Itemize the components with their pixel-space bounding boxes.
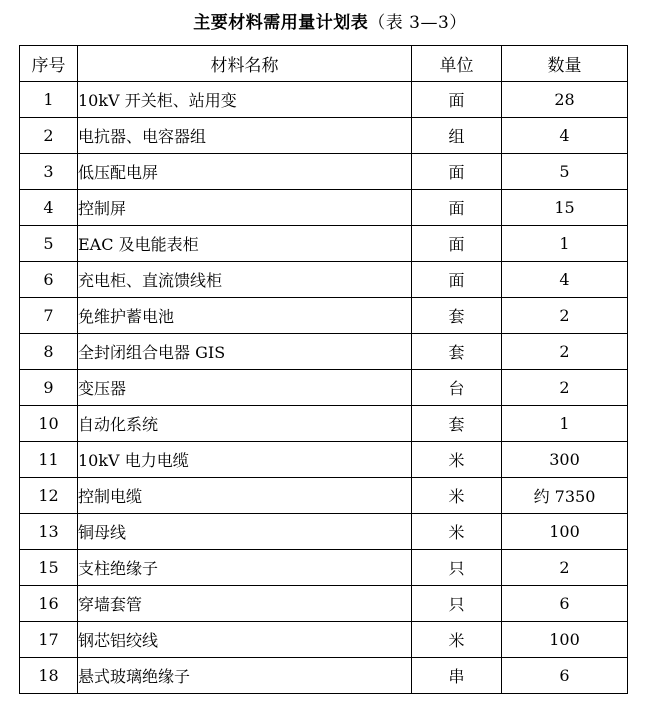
row-no: 1 (20, 82, 78, 118)
table-row (20, 550, 628, 586)
header-unit: 单位 (412, 46, 502, 82)
row-name: 穿墙套管 (78, 586, 412, 622)
row-no: 3 (20, 154, 78, 190)
table-row (20, 406, 628, 442)
row-no: 9 (20, 370, 78, 406)
row-name: 支柱绝缘子 (78, 550, 412, 586)
table-row (20, 622, 628, 658)
row-name: 电抗器、电容器组 (78, 118, 412, 154)
row-no: 10 (20, 406, 78, 442)
row-no: 2 (20, 118, 78, 154)
row-qty: 5 (502, 154, 628, 190)
row-name: 钢芯铝绞线 (78, 622, 412, 658)
row-name: EAC 及电能表柜 (78, 226, 412, 262)
table-row (20, 370, 628, 406)
table-row (20, 442, 628, 478)
row-name: 10kV 开关柜、站用变 (78, 82, 412, 118)
row-qty: 1 (502, 226, 628, 262)
row-qty: 15 (502, 190, 628, 226)
row-qty: 2 (502, 298, 628, 334)
row-no: 15 (20, 550, 78, 586)
row-unit: 面 (412, 154, 502, 190)
row-unit: 只 (412, 550, 502, 586)
table-row (20, 586, 628, 622)
table-row (20, 118, 628, 154)
row-name: 变压器 (78, 370, 412, 406)
row-name: 10kV 电力电缆 (78, 442, 412, 478)
row-unit: 米 (412, 442, 502, 478)
row-unit: 面 (412, 226, 502, 262)
row-qty: 约 7350 (502, 478, 628, 514)
row-unit: 组 (412, 118, 502, 154)
table-title-main: 主要材料需用量计划表 (193, 13, 369, 33)
table-row (20, 658, 628, 694)
header-no: 序号 (20, 46, 78, 82)
table-row (20, 190, 628, 226)
row-unit: 米 (412, 622, 502, 658)
row-name: 铜母线 (78, 514, 412, 550)
row-name: 充电柜、直流馈线柜 (78, 262, 412, 298)
row-qty: 2 (502, 370, 628, 406)
row-name: 控制电缆 (78, 478, 412, 514)
row-name: 低压配电屏 (78, 154, 412, 190)
row-name: 免维护蓄电池 (78, 298, 412, 334)
row-qty: 300 (502, 442, 628, 478)
row-qty: 1 (502, 406, 628, 442)
row-no: 17 (20, 622, 78, 658)
table-row (20, 514, 628, 550)
header-qty: 数量 (502, 46, 628, 82)
table-row (20, 226, 628, 262)
row-no: 5 (20, 226, 78, 262)
row-unit: 套 (412, 298, 502, 334)
row-unit: 面 (412, 190, 502, 226)
row-unit: 米 (412, 478, 502, 514)
table-row (20, 82, 628, 118)
row-no: 8 (20, 334, 78, 370)
table-row (20, 478, 628, 514)
row-qty: 100 (502, 622, 628, 658)
table-title (0, 8, 660, 33)
row-qty: 6 (502, 586, 628, 622)
table-row (20, 154, 628, 190)
row-name: 全封闭组合电器 GIS (78, 334, 412, 370)
row-unit: 只 (412, 586, 502, 622)
row-no: 12 (20, 478, 78, 514)
row-no: 11 (20, 442, 78, 478)
row-qty: 4 (502, 118, 628, 154)
header-name: 材料名称 (78, 46, 412, 82)
row-unit: 台 (412, 370, 502, 406)
row-name: 控制屏 (78, 190, 412, 226)
row-qty: 2 (502, 550, 628, 586)
table-row (20, 262, 628, 298)
row-name: 自动化系统 (78, 406, 412, 442)
row-no: 13 (20, 514, 78, 550)
row-unit: 套 (412, 334, 502, 370)
row-no: 6 (20, 262, 78, 298)
table-row (20, 298, 628, 334)
header-row (20, 46, 628, 82)
materials-table (19, 45, 628, 694)
row-unit: 串 (412, 658, 502, 694)
row-no: 18 (20, 658, 78, 694)
row-no: 16 (20, 586, 78, 622)
row-unit: 面 (412, 262, 502, 298)
row-qty: 2 (502, 334, 628, 370)
row-qty: 100 (502, 514, 628, 550)
row-unit: 米 (412, 514, 502, 550)
table-title-suffix: （表 3—3） (368, 13, 467, 33)
row-name: 悬式玻璃绝缘子 (78, 658, 412, 694)
row-no: 4 (20, 190, 78, 226)
table-row (20, 334, 628, 370)
row-qty: 28 (502, 82, 628, 118)
row-qty: 6 (502, 658, 628, 694)
row-qty: 4 (502, 262, 628, 298)
row-no: 7 (20, 298, 78, 334)
row-unit: 套 (412, 406, 502, 442)
row-unit: 面 (412, 82, 502, 118)
